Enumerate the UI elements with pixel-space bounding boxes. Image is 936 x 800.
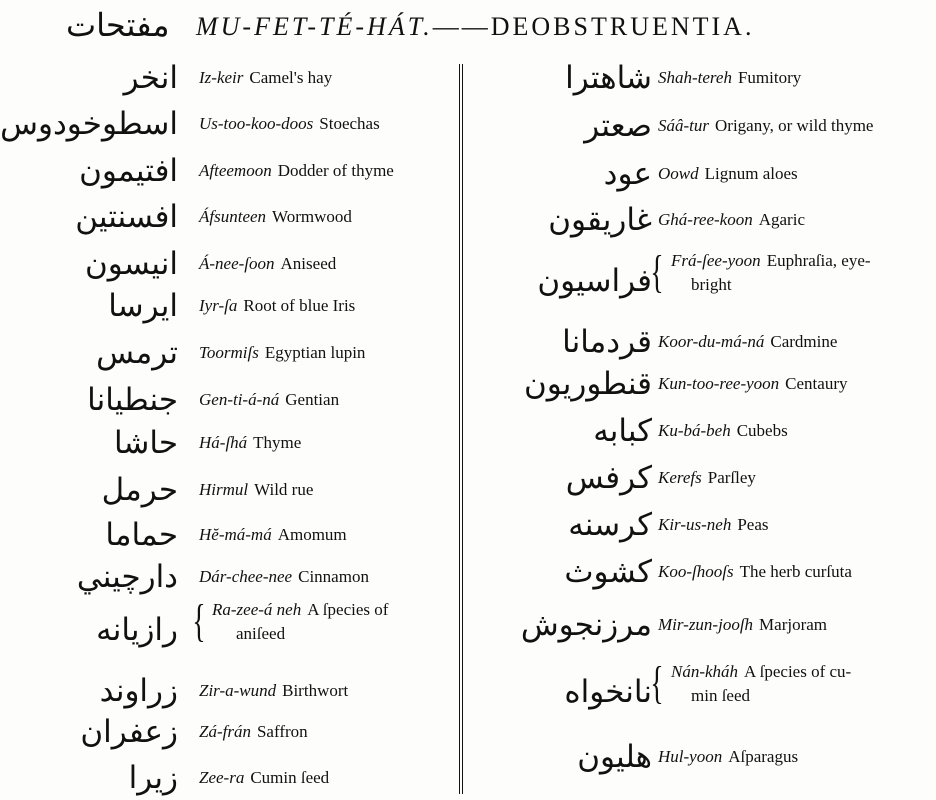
entry-arabic: شاهترا [565, 60, 652, 95]
entry-gloss: Cinnamon [298, 567, 369, 586]
entry-arabic: فراسيون [537, 263, 652, 298]
entry-transliteration: Koo-ſhooſs [658, 562, 734, 581]
entry-transliteration: Áfsunteen [199, 207, 267, 226]
entry-english [199, 525, 347, 545]
entry-transliteration: Nán-kháh [671, 662, 739, 681]
entry-arabic: هليون [577, 739, 652, 774]
entry-english [199, 480, 313, 500]
entry-arabic: عود [603, 156, 652, 191]
entry-english [658, 374, 848, 394]
entry-english [199, 768, 329, 788]
column-divider [459, 64, 463, 794]
entry-gloss: A ſpecies of cu- [744, 662, 852, 681]
entry-gloss: A ſpecies of [307, 600, 389, 619]
entry-transliteration: Frá-ſee-yoon [671, 251, 761, 270]
entry-arabic: افسنتين [75, 199, 178, 234]
entry-transliteration: Kerefs [658, 468, 702, 487]
entry-english [199, 296, 355, 316]
entry-english [658, 116, 873, 136]
entry-transliteration: Hul-yoon [658, 747, 723, 766]
entry-gloss: Marjoram [759, 615, 828, 634]
entry-gloss: Stoechas [319, 114, 380, 133]
entry-gloss: Camel's hay [249, 68, 333, 87]
brace-mark: { [650, 657, 664, 708]
header-arabic: مفتحات [66, 7, 170, 43]
entry-arabic: جنطيانا [87, 382, 178, 417]
header-dash: —— [432, 12, 491, 41]
entry-transliteration: Há-ſhá [199, 433, 248, 452]
entry-gloss: Birthwort [282, 681, 349, 700]
page-title [196, 12, 754, 42]
entry-english [658, 515, 769, 535]
entry-gloss: Egyptian lupin [264, 343, 366, 362]
entry-gloss: Cardmine [770, 332, 838, 351]
entry-gloss: Agaric [758, 210, 805, 229]
entry-gloss: Wild rue [254, 480, 314, 499]
entry-arabic: قردمانا [562, 324, 652, 359]
entry-gloss: Thyme [253, 433, 302, 452]
entry-arabic: زراوند [99, 673, 178, 708]
entry-gloss: Cubebs [736, 421, 788, 440]
header-latin: DEOBSTRUENTIA. [490, 12, 755, 41]
entry-english [199, 68, 332, 88]
entry-english [658, 332, 837, 352]
entry-arabic: كرفس [565, 460, 652, 495]
entry-arabic: ترمس [96, 335, 178, 370]
entry-arabic: ايرسا [108, 288, 178, 323]
entry-english [199, 681, 348, 701]
entry-arabic: حرمل [101, 472, 178, 507]
entry-transliteration: Ku-bá-beh [658, 421, 731, 440]
entry-arabic: حماما [105, 517, 178, 552]
entry-transliteration: Hirmul [199, 480, 249, 499]
entry-gloss: Root of blue Iris [243, 296, 356, 315]
entry-transliteration: Afteemoon [199, 161, 272, 180]
entry-transliteration: Zá-frán [199, 722, 251, 741]
entry-transliteration: Kir-us-neh [658, 515, 732, 534]
entry-gloss: Cumin ſeed [250, 768, 330, 787]
entry-transliteration: Oowd [658, 164, 699, 183]
entry-arabic: غاريقون [548, 202, 652, 237]
entry-transliteration: Mir-zun-jooſh [658, 615, 754, 634]
entry-transliteration: Kun-too-ree-yoon [658, 374, 780, 393]
entry-gloss-continued: min ſeed [691, 686, 751, 705]
entry-english [199, 567, 369, 587]
entry-gloss: Dodder of thyme [277, 161, 394, 180]
entry-arabic: اسطوخودوس [0, 106, 178, 141]
entry-transliteration: Ghá-ree-koon [658, 210, 753, 229]
entry-english [658, 164, 798, 184]
entry-arabic: كشوث [564, 554, 652, 589]
entry-arabic: كبابه [593, 413, 652, 448]
entry-arabic: كرسنه [568, 507, 652, 542]
entry-english [658, 747, 798, 767]
entry-arabic: زيرا [128, 760, 178, 795]
entry-gloss: Amomum [277, 525, 347, 544]
entry-arabic: نانخواه [564, 674, 652, 709]
entry-english [671, 251, 871, 271]
entry-gloss-continued: aniſeed [236, 624, 286, 643]
entry-transliteration: Sáâ-tur [658, 116, 709, 135]
entry-english [658, 210, 805, 230]
entry-transliteration: Zee-ra [199, 768, 245, 787]
entry-arabic: افتيمون [79, 153, 178, 188]
entry-english [199, 207, 352, 227]
brace-mark: { [650, 246, 664, 297]
entry-english [199, 161, 394, 181]
entry-english [658, 421, 788, 441]
entry-arabic: قنطوريون [524, 366, 652, 401]
entry-arabic: زعفران [80, 714, 178, 749]
page-header [0, 4, 936, 50]
entry-transliteration: Ra-zee-á neh [212, 600, 302, 619]
entry-english [658, 68, 801, 88]
entry-english [658, 615, 827, 635]
entry-transliteration: Koor-du-má-ná [658, 332, 765, 351]
entry-gloss: Lignum aloes [704, 164, 798, 183]
entry-transliteration: Iz-keir [199, 68, 244, 87]
entry-transliteration: Gen-ti-á-ná [199, 390, 280, 409]
entry-gloss: Centaury [785, 374, 848, 393]
entry-transliteration: Toormiſs [199, 343, 259, 362]
entry-transliteration: Iyr-ſa [199, 296, 238, 315]
entry-english [199, 390, 339, 410]
entry-transliteration: Us-too-koo-doos [199, 114, 314, 133]
entry-transliteration: Á-nee-ſoon [199, 254, 275, 273]
entry-gloss-continued: bright [691, 275, 732, 294]
entry-english [212, 600, 388, 620]
entry-arabic: انخر [123, 60, 178, 95]
header-transliteration: MU-FET-TÉ-HÁT. [196, 12, 433, 41]
entry-arabic: حاشا [113, 425, 178, 460]
entry-gloss: Aſparagus [728, 747, 799, 766]
entry-gloss: The herb curſuta [739, 562, 852, 581]
entry-english [658, 468, 756, 488]
entry-gloss: Origany, or wild thyme [715, 116, 874, 135]
entry-english [199, 433, 301, 453]
entry-gloss: Gentian [285, 390, 340, 409]
entry-arabic: انيسون [84, 246, 178, 281]
entry-arabic: صعتر [584, 108, 652, 143]
entry-english [671, 662, 851, 682]
entry-arabic: مرزنجوش [520, 607, 652, 642]
entry-transliteration: Hĕ-má-má [199, 525, 272, 544]
entry-gloss: Parſley [707, 468, 756, 487]
entry-gloss: Euphraſia, eye- [766, 251, 871, 270]
entry-gloss: Aniseed [280, 254, 337, 273]
entry-transliteration: Shah-tereh [658, 68, 732, 87]
entry-english [199, 343, 365, 363]
entry-gloss: Wormwood [272, 207, 352, 226]
entry-gloss: Saffron [256, 722, 308, 741]
entry-english [199, 254, 336, 274]
entry-english [199, 722, 308, 742]
entry-gloss: Peas [737, 515, 769, 534]
brace-mark: { [192, 595, 206, 646]
entry-english [658, 562, 852, 582]
entry-arabic: دارچيني [76, 559, 178, 594]
entry-english [199, 114, 380, 134]
entry-arabic: رازيانه [96, 612, 178, 647]
entry-transliteration: Zir-a-wund [199, 681, 277, 700]
entry-gloss: Fumitory [737, 68, 802, 87]
entry-transliteration: Dár-chee-nee [199, 567, 293, 586]
